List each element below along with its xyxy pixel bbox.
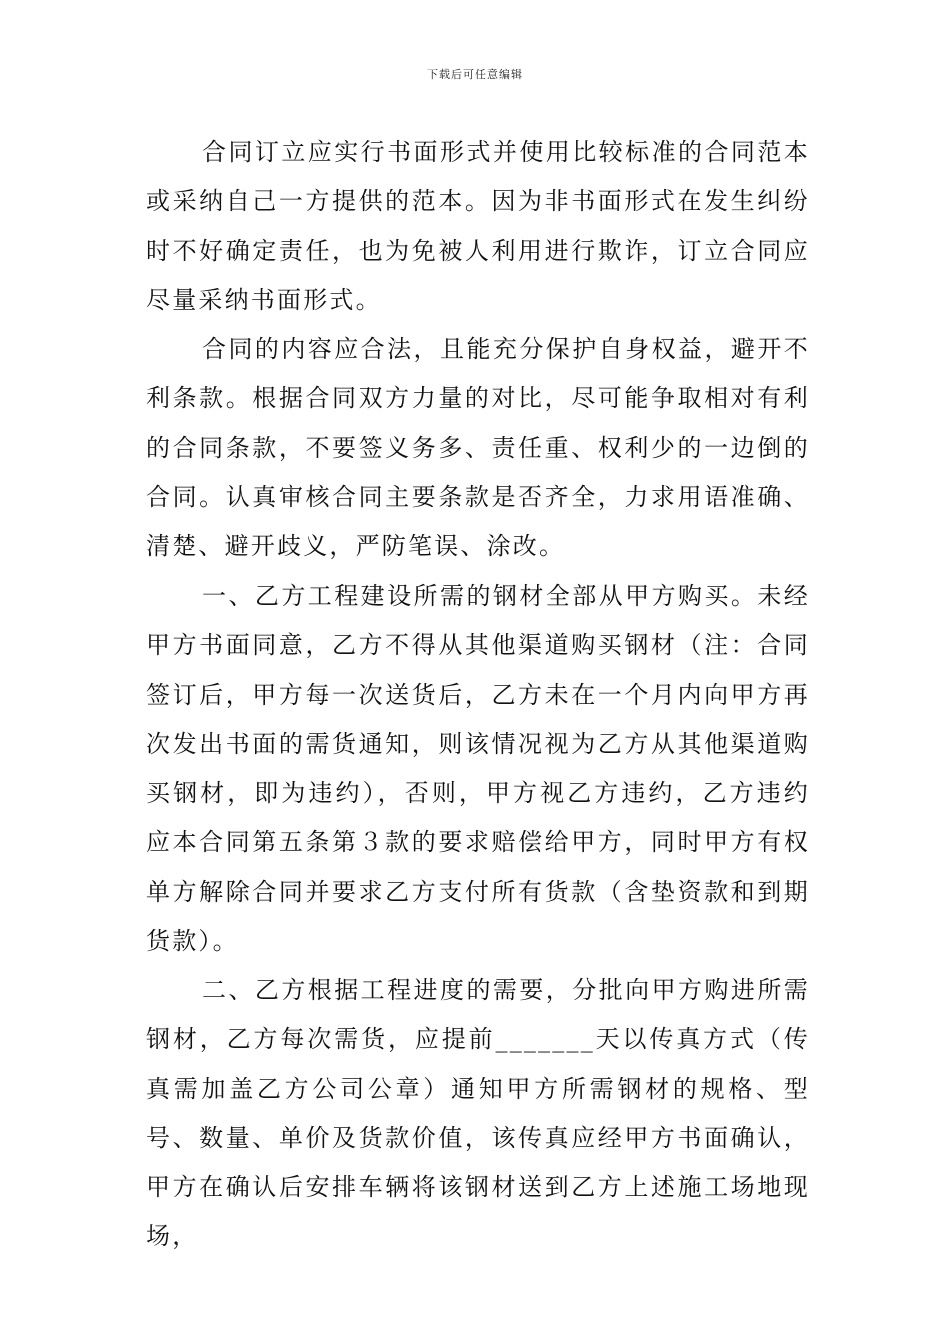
paragraph-contract-content: 合同的内容应合法，且能充分保护自身权益，避开不利条款。根据合同双方力量的对比，尽可能争取相对有利的合同条款，不要签义务多、责任重、权利少的一边倒的合同。认真审核合同主要条款是否齐全，力求用语准确、清楚、避开歧义，严防笔误、涂改。 (146, 335, 810, 561)
header-note: 下载后可任意编辑 (427, 68, 523, 81)
paragraph-clause-one: 一、乙方工程建设所需的钢材全部从甲方购买。未经甲方书面同意，乙方不得从其他渠道购买钢材（注：合同签订后，甲方每一次送货后，乙方未在一个月内向甲方再次发出书面的需货通知，则该情况视为乙方从其他渠道购买钢材，即为违约），否则，甲方视乙方违约，乙方违约应本合同第五条第３款的要求赔偿给甲方，同时甲方有权单方解除合同并要求乙方支付所有货款（含垫资款和到期货款）。 (146, 582, 810, 956)
paragraph-contract-form: 合同订立应实行书面形式并使用比较标准的合同范本或采纳自己一方提供的范本。因为非书面形式在发生纠纷时不好确定责任，也为免被人利用进行欺诈，订立合同应尽量采纳书面形式。 (146, 138, 810, 314)
paragraph-clause-two: 二、乙方根据工程进度的需要，分批向甲方购进所需钢材，乙方每次需货，应提前_______天以传真方式（传真需加盖乙方公司公章）通知甲方所需钢材的规格、型号、数量、单价及货款价值，该传真应经甲方书面确认，甲方在确认后安排车辆将该钢材送到乙方上述施工场地现场， (146, 976, 810, 1251)
